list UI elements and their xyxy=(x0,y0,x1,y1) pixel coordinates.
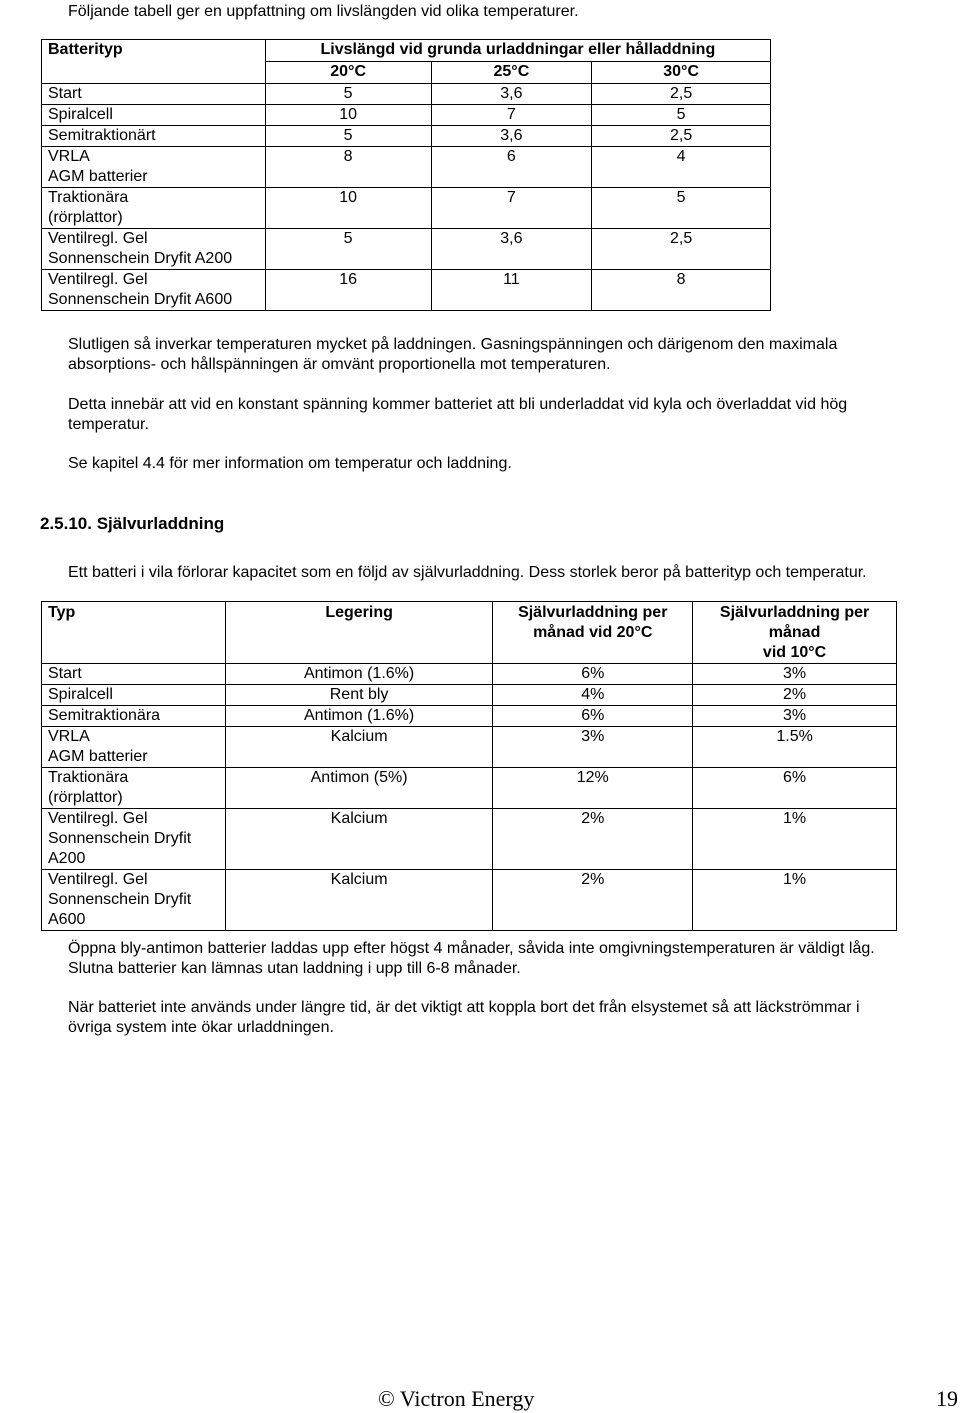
discharge-20-cell: 6% xyxy=(493,706,693,727)
text-line: Öppna bly-antimon batterier laddas upp efter högst 4 månader, såvida inte omgivningstemperaturen är väldigt låg. xyxy=(68,940,875,957)
discharge-10-cell: 6% xyxy=(693,768,897,809)
battery-type-cell xyxy=(42,727,226,768)
battery-type-line: Sonnenschein Dryfit A200 xyxy=(48,250,233,267)
temp-30-value: 5 xyxy=(592,188,771,229)
temp-30-value: 2,5 xyxy=(592,84,771,105)
discharge-10-cell: 1.5% xyxy=(693,727,897,768)
table-row xyxy=(42,870,897,931)
table-row xyxy=(42,706,897,727)
alloy-cell: Antimon (5%) xyxy=(225,768,493,809)
battery-type-line: Sonnenschein Dryfit xyxy=(48,830,192,847)
battery-type-line: VRLA xyxy=(48,148,90,165)
footer-brand: © Victron Energy xyxy=(378,1386,535,1411)
intro-text: Följande tabell ger en uppfattning om livslängden vid olika temperaturer. xyxy=(68,3,579,20)
discharge-10-cell: 3% xyxy=(693,664,897,685)
battery-type-line: (rörplattor) xyxy=(48,209,123,226)
temp-20-value: 5 xyxy=(265,126,431,147)
temp-30-value: 5 xyxy=(592,105,771,126)
discharge-10-cell: 3% xyxy=(693,706,897,727)
battery-type-line: Semitraktionärt xyxy=(48,127,156,144)
temp-20-value: 5 xyxy=(265,84,431,105)
header-temp-20: 20°C xyxy=(265,62,431,84)
battery-type-cell xyxy=(42,188,266,229)
table-row xyxy=(42,188,771,229)
temp-20-value: 10 xyxy=(265,105,431,126)
battery-type-line: VRLA xyxy=(48,728,90,745)
temp-30-value: 2,5 xyxy=(592,229,771,270)
header-discharge-10: Självurladdning per månad vid 10°C xyxy=(693,602,897,664)
text-line: Slutligen så inverkar temperaturen mycket på laddningen. Gasningspänningen och därigenom den maximala xyxy=(68,336,838,353)
alloy-cell: Kalcium xyxy=(225,870,493,931)
battery-type-line: Ventilregl. Gel xyxy=(48,271,148,288)
paragraph-temperature xyxy=(68,335,948,375)
battery-type-line: Spiralcell xyxy=(48,686,113,703)
battery-type-cell xyxy=(42,664,226,685)
table-row xyxy=(42,664,897,685)
battery-type-line: Start xyxy=(48,665,82,682)
alloy-cell: Antimon (1.6%) xyxy=(225,706,493,727)
temp-30-value: 8 xyxy=(592,270,771,311)
battery-type-cell xyxy=(42,706,226,727)
discharge-20-cell: 2% xyxy=(493,870,693,931)
discharge-20-cell: 2% xyxy=(493,809,693,870)
table-row xyxy=(42,685,897,706)
battery-type-line: AGM batterier xyxy=(48,168,148,185)
table-row xyxy=(42,229,771,270)
text-line: temperatur. xyxy=(68,416,149,433)
table-row xyxy=(42,126,771,147)
table-row xyxy=(42,809,897,870)
discharge-20-cell: 4% xyxy=(493,685,693,706)
discharge-10-cell: 1% xyxy=(693,870,897,931)
discharge-20-cell: 6% xyxy=(493,664,693,685)
battery-type-line: Traktionära xyxy=(48,189,129,206)
header-discharge-20: Självurladdning per månad vid 20°C xyxy=(493,602,693,664)
temp-20-value: 8 xyxy=(265,147,431,188)
temp-25-value: 11 xyxy=(431,270,592,311)
battery-type-line: A200 xyxy=(48,850,86,867)
temp-20-value: 5 xyxy=(265,229,431,270)
header-temp-30: 30°C xyxy=(592,62,771,84)
alloy-cell: Kalcium xyxy=(225,727,493,768)
text-line: övriga system inte ökar urladdningen. xyxy=(68,1019,334,1036)
paragraph-disconnect xyxy=(68,998,948,1038)
temp-25-value: 3,6 xyxy=(431,126,592,147)
header-battery-type: Batterityp xyxy=(42,40,266,84)
battery-type-cell xyxy=(42,229,266,270)
lifetime-table xyxy=(41,39,771,311)
battery-type-cell xyxy=(42,147,266,188)
table-row xyxy=(42,105,771,126)
battery-type-line: Semitraktionära xyxy=(48,707,161,724)
discharge-10-cell: 1% xyxy=(693,809,897,870)
text-line: Slutna batterier kan lämnas utan laddning i upp till 6-8 månader. xyxy=(68,960,521,977)
battery-type-cell xyxy=(42,84,266,105)
discharge-20-cell: 12% xyxy=(493,768,693,809)
battery-type-line: Ventilregl. Gel xyxy=(48,871,148,888)
battery-type-line: (rörplattor) xyxy=(48,789,123,806)
battery-type-cell xyxy=(42,270,266,311)
discharge-10-cell: 2% xyxy=(693,685,897,706)
battery-type-line: A600 xyxy=(48,911,86,928)
battery-type-cell xyxy=(42,870,226,931)
table-row xyxy=(42,768,897,809)
header-type: Typ xyxy=(42,602,226,664)
page-number: 19 xyxy=(936,1386,958,1411)
battery-type-line: Sonnenschein Dryfit A600 xyxy=(48,291,233,308)
alloy-cell: Rent bly xyxy=(225,685,493,706)
temp-25-value: 7 xyxy=(431,188,592,229)
paragraph-reference: Se kapitel 4.4 för mer information om temperatur och laddning. xyxy=(68,455,512,472)
table-row xyxy=(42,147,771,188)
temp-30-value: 4 xyxy=(592,147,771,188)
battery-type-line: Start xyxy=(48,85,82,102)
battery-type-line: Sonnenschein Dryfit xyxy=(48,891,192,908)
battery-type-line: Ventilregl. Gel xyxy=(48,810,148,827)
battery-type-cell xyxy=(42,809,226,870)
table-row xyxy=(42,84,771,105)
header-lifetime: Livslängd vid grunda urladdningar eller hålladdning xyxy=(265,40,770,62)
battery-type-line: Traktionära xyxy=(48,769,129,786)
alloy-cell: Antimon (1.6%) xyxy=(225,664,493,685)
battery-type-line: Ventilregl. Gel xyxy=(48,230,148,247)
battery-type-cell xyxy=(42,105,266,126)
temp-30-value: 2,5 xyxy=(592,126,771,147)
paragraph-storage xyxy=(68,939,948,979)
table-row xyxy=(42,727,897,768)
discharge-20-cell: 3% xyxy=(493,727,693,768)
battery-type-cell xyxy=(42,685,226,706)
temp-25-value: 6 xyxy=(431,147,592,188)
temp-25-value: 3,6 xyxy=(431,84,592,105)
table-header-row xyxy=(42,40,771,62)
table-header-row xyxy=(42,602,897,664)
paragraph-voltage xyxy=(68,395,948,435)
text-line: Detta innebär att vid en konstant spänning kommer batteriet att bli underladdat vid kyla och överladdat vid hög xyxy=(68,396,848,413)
self-discharge-table xyxy=(41,601,897,931)
text-line: När batteriet inte används under längre tid, är det viktigt att koppla bort det från elsystemet så att läckströmmar i xyxy=(68,999,860,1016)
battery-type-cell xyxy=(42,126,266,147)
alloy-cell: Kalcium xyxy=(225,809,493,870)
header-alloy: Legering xyxy=(225,602,493,664)
text-line: absorptions- och hållspänningen är omvänt proportionella mot temperaturen. xyxy=(68,356,611,373)
section-heading: 2.5.10. Självurladdning xyxy=(40,514,225,533)
temp-25-value: 3,6 xyxy=(431,229,592,270)
battery-type-line: AGM batterier xyxy=(48,748,148,765)
battery-type-line: Spiralcell xyxy=(48,106,113,123)
temp-20-value: 10 xyxy=(265,188,431,229)
temp-20-value: 16 xyxy=(265,270,431,311)
table-row xyxy=(42,270,771,311)
header-temp-25: 25°C xyxy=(431,62,592,84)
battery-type-cell xyxy=(42,768,226,809)
temp-25-value: 7 xyxy=(431,105,592,126)
section-intro: Ett batteri i vila förlorar kapacitet som en följd av självurladdning. Dess storlek beror på batterityp och temperatur. xyxy=(68,564,867,581)
